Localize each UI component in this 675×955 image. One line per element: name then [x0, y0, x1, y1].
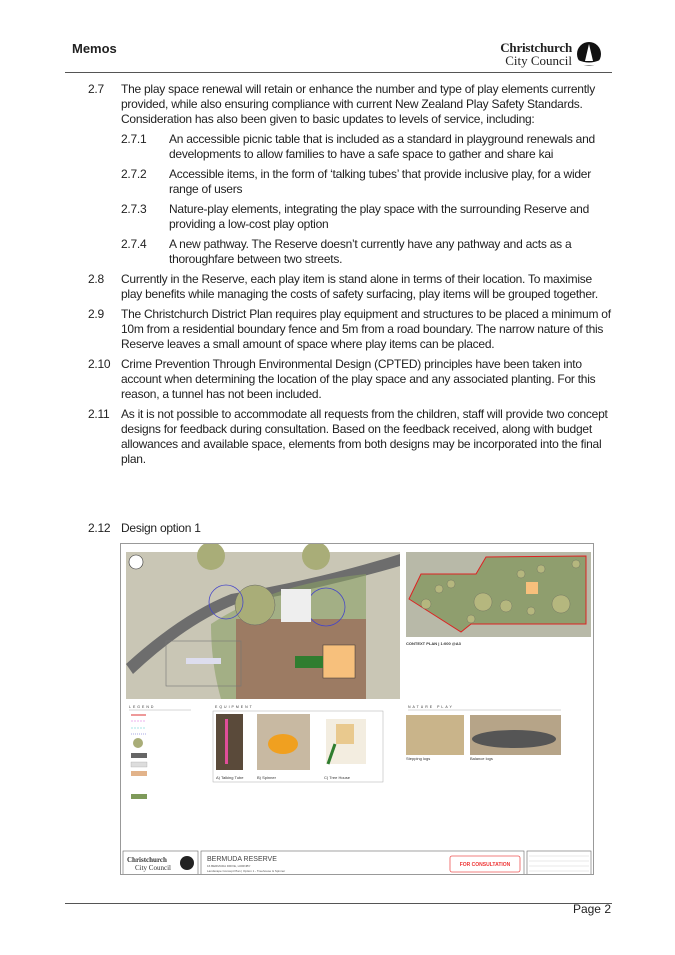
- paragraph-text: Currently in the Reserve, each play item is stand alone in terms of their location. To maximise play benefits while managing the costs of safety surfacing, play items will be grouped together.: [121, 272, 598, 301]
- title-block: [123, 851, 591, 874]
- equipment-caption: B) Spinner: [257, 775, 276, 780]
- header-rule: [65, 72, 612, 73]
- equipment-panel: [213, 705, 383, 782]
- subparagraph-text: Accessible items, in the form of ‘talking tubes’ that provide inclusive play, for a wider range of users: [169, 167, 591, 196]
- subparagraph-2-7-4: [121, 237, 615, 267]
- page-number: Page 2: [572, 902, 611, 916]
- subparagraph-number: 2.7.4: [121, 237, 147, 251]
- paragraph-text: The play space renewal will retain or enhance the number and type of play elements currently provided, while also ensuring compliance with current New Zealand Play Safety Standards. Consideration has also been given to basic updates to levels of service, including:: [121, 82, 595, 126]
- paragraph-2-8: [88, 272, 615, 302]
- paragraph-2-12: [88, 520, 615, 536]
- figure-logo-line2: City Council: [135, 864, 171, 872]
- subparagraph-number: 2.7.1: [121, 132, 147, 146]
- consultation-stamp: FOR CONSULTATION: [459, 862, 511, 868]
- paragraph-number: 2.9: [88, 307, 104, 321]
- subparagraph-number: 2.7.3: [121, 202, 147, 216]
- paragraph-2-7: [88, 82, 615, 127]
- paragraph-number: 2.11: [88, 407, 110, 421]
- subparagraph-text: An accessible picnic table that is included as a standard in playground renewals and developments to allow families to have a safe space to gather and share kai: [169, 132, 595, 161]
- paragraph-number: 2.12: [88, 521, 111, 535]
- equipment-caption: A) Talking Tube: [216, 775, 244, 780]
- context-plan: [406, 552, 591, 646]
- footer-rule: [65, 903, 612, 904]
- paragraph-text: The Christchurch District Plan requires play equipment and structures to be placed a minimum of 10m from a residential boundary fence and 5m from a road boundary. The narrow nature of this Reserve leaves a small amount of space where play items can be placed.: [121, 307, 611, 351]
- figure-subtitle: Landscape Concept Plan | Option 1 - Treehouse & Spinner: [207, 869, 286, 873]
- context-plan-label: CONTEXT PLAN | 1:000 @A3: [406, 641, 461, 646]
- figure-logo-line1: Christchurch: [127, 856, 167, 864]
- council-logo: Christchurch City Council: [497, 40, 602, 68]
- memo-body-final-paragraph: [88, 520, 615, 536]
- site-plan: [126, 544, 400, 699]
- memo-body: [88, 82, 615, 472]
- paragraph-2-11: [88, 407, 615, 467]
- subparagraph-2-7-1: [121, 132, 615, 162]
- paragraph-2-10: [88, 357, 615, 402]
- legend-heading: LEGEND: [129, 705, 156, 709]
- paragraph-number: 2.10: [88, 357, 111, 371]
- paragraph-text: Crime Prevention Through Environmental Design (CPTED) principles have been taken into account when determining the location of the play space and any associated planting. For this reason, a tunnel has not been included.: [121, 357, 596, 401]
- subparagraph-text: Nature-play elements, integrating the play space with the surrounding Reserve and providing a low-cost play option: [169, 202, 589, 231]
- figure-title: BERMUDA RESERVE: [207, 856, 277, 863]
- nature-play-heading: NATURE PLAY: [408, 705, 454, 709]
- design-option-1-figure: [120, 543, 594, 875]
- paragraph-number: 2.8: [88, 272, 104, 286]
- subparagraph-number: 2.7.2: [121, 167, 147, 181]
- figure-address: 16 BERMUDA DRIVE, HORNBY: [207, 864, 251, 868]
- nature-caption: Balance logs: [470, 756, 493, 761]
- paragraph-2-9: [88, 307, 615, 352]
- paragraph-text: Design option 1: [121, 521, 201, 535]
- nature-caption: Stepping logs: [406, 756, 431, 761]
- cathedral-logo-icon: [576, 41, 602, 67]
- subparagraph-text: A new pathway. The Reserve doesn’t currently have any pathway and acts as a thoroughfare between two streets.: [169, 237, 572, 266]
- header-title: Memos: [72, 41, 117, 56]
- equipment-heading: EQUIPMENT: [215, 705, 254, 709]
- paragraph-number: 2.7: [88, 82, 104, 96]
- subparagraph-2-7-3: [121, 202, 615, 232]
- subparagraph-2-7-2: [121, 167, 615, 197]
- paragraph-text: As it is not possible to accommodate all requests from the children, staff will provide two concept designs for feedback during consultation. Based on the feedback received, along with budget allowances and available space, elements from both designs may be incorporated into the final plan.: [121, 407, 608, 466]
- equipment-caption: C) Tree House: [324, 775, 351, 780]
